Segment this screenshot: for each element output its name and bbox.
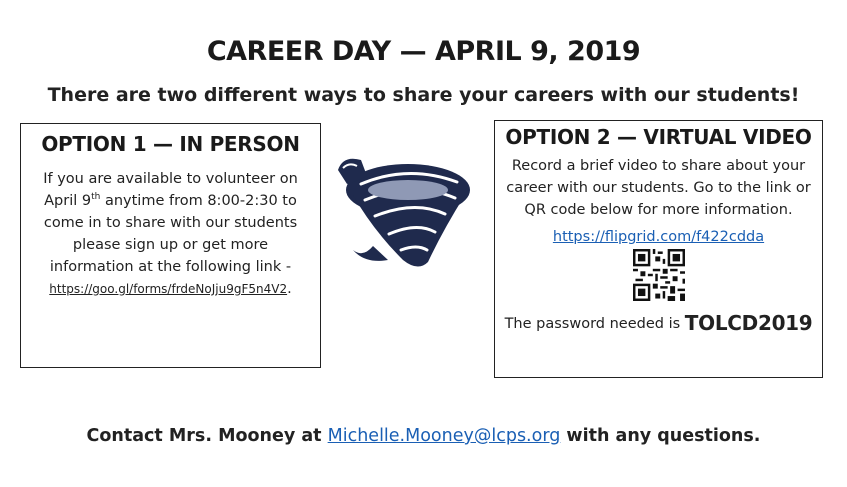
option-1-box bbox=[20, 123, 321, 368]
option-1-link-suffix: . bbox=[287, 281, 292, 297]
option-2-text: Record a brief video to share about your career with our students. Go to the link or QR code below for more information. bbox=[506, 158, 811, 218]
option-1-link[interactable]: https://goo.gl/forms/frdeNoJju9gF5n4V2 bbox=[49, 282, 288, 296]
option-1-sup: th bbox=[91, 192, 101, 203]
option-2-heading: OPTION 2 — VIRTUAL VIDEO bbox=[505, 125, 812, 149]
option-2-link[interactable]: https://flipgrid.com/f422cdda bbox=[552, 229, 765, 245]
contact-email-link[interactable]: Michelle.Mooney@lcps.org bbox=[327, 426, 561, 446]
subtitle: There are two different ways to share your careers with our students! bbox=[47, 84, 800, 106]
contact-line bbox=[0, 426, 847, 446]
option-1-heading: OPTION 1 — IN PERSON bbox=[41, 132, 300, 156]
password-value: TOLCD2019 bbox=[684, 311, 813, 335]
option-1-text-b: anytime from 8:00-2:30 to come in to share with our students please sign up or get more information at the following link - bbox=[43, 193, 298, 275]
option-1-text-a: If you are available to volunteer on April 9 bbox=[43, 171, 298, 209]
page-title: CAREER DAY — APRIL 9, 2019 bbox=[206, 36, 641, 67]
contact-suffix: with any questions. bbox=[566, 426, 761, 446]
password-line bbox=[495, 311, 822, 335]
option-1-text bbox=[29, 168, 312, 300]
tornado-mascot-icon bbox=[333, 150, 483, 275]
option-2-box bbox=[494, 120, 823, 378]
password-label: The password needed is bbox=[504, 316, 681, 332]
qr-code-icon[interactable] bbox=[633, 249, 685, 301]
contact-prefix: Contact Mrs. Mooney at bbox=[86, 426, 322, 446]
